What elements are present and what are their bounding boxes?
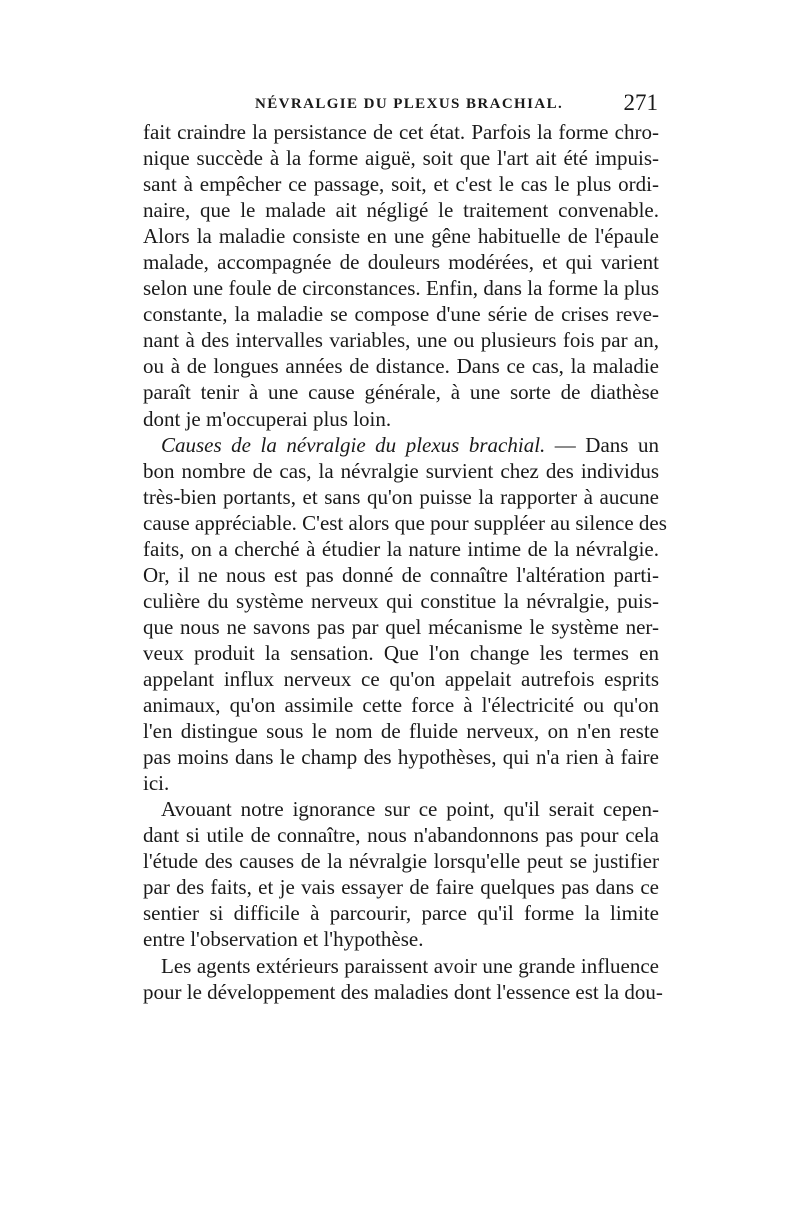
- body-text: [143, 119, 667, 1005]
- text-line: nique succède à la forme aiguë, soit que l'art ait été impuis-: [143, 146, 659, 171]
- text-line: appelant influx nerveux ce qu'on appelait autrefois esprits: [143, 666, 659, 691]
- text-line: très-bien portants, et sans qu'on puisse la rapporter à aucune: [143, 484, 659, 509]
- text-line: ou à de longues années de distance. Dans ce cas, la maladie: [143, 354, 659, 379]
- text-line: sant à empêcher ce passage, soit, et c'est le cas le plus ordi-: [143, 172, 659, 197]
- text-line: dont je m'occuperai plus loin.: [143, 406, 392, 431]
- text-line: nant à des intervalles variables, une ou plusieurs fois par an,: [143, 328, 659, 353]
- text-line: pas moins dans le champ des hypothèses, qui n'a rien à faire: [143, 745, 659, 770]
- text-line: fait craindre la persistance de cet état. Parfois la forme chro-: [143, 120, 659, 144]
- text-line: naire, que le malade ait négligé le traitement convenable.: [143, 198, 659, 223]
- text-line: dant si utile de connaître, nous n'abandonnons pas pour cela: [143, 823, 659, 848]
- text-line: pour le développement des maladies dont l'essence est la dou-: [143, 979, 663, 1004]
- text-line: Or, il ne nous est pas donné de connaître l'altération parti-: [143, 562, 659, 587]
- text-line: selon une foule de circonstances. Enfin, dans la forme la plus: [143, 276, 659, 301]
- text-line: cause appréciable. C'est alors que pour suppléer au silence des: [143, 510, 667, 535]
- paragraph-start-line: Les agents extérieurs paraissent avoir une grande influence: [161, 953, 659, 978]
- paragraph-start-line: Avouant notre ignorance sur ce point, qu'il serait cepen-: [161, 797, 659, 822]
- text-line: par des faits, et je vais essayer de faire quelques pas dans ce: [143, 875, 659, 900]
- text-line: paraît tenir à une cause générale, à une sorte de diathèse: [143, 380, 659, 405]
- text-line: que nous ne savons pas par quel mécanisme le système ner-: [143, 614, 659, 639]
- text-line: animaux, qu'on assimile cette force à l'électricité ou qu'on: [143, 693, 659, 718]
- text-line: faits, on a cherché à étudier la nature intime de la névralgie.: [143, 536, 659, 561]
- page-number: 271: [623, 90, 658, 115]
- text-line: constante, la maladie se compose d'une série de crises reve-: [143, 302, 659, 327]
- section-heading-continuation: — Dans un: [545, 432, 659, 457]
- section-heading-line: [143, 432, 659, 458]
- text-line: ici.: [143, 771, 170, 796]
- text-line: l'en distingue sous le nom de fluide nerveux, on n'en reste: [143, 719, 659, 744]
- text-line: culière du système nerveux qui constitue la névralgie, puis-: [143, 588, 659, 613]
- text-line: malade, accompagnée de douleurs modérées, et qui varient: [143, 250, 659, 275]
- running-title: NÉVRALGIE DU PLEXUS BRACHIAL.: [255, 96, 564, 112]
- text-line: sentier si difficile à parcourir, parce qu'il forme la limite: [143, 901, 659, 926]
- running-head: [140, 90, 660, 122]
- section-heading: Causes de la névralgie du plexus brachial.: [161, 432, 546, 457]
- text-line: l'étude des causes de la névralgie lorsqu'elle peut se justifier: [143, 849, 659, 874]
- text-line: bon nombre de cas, la névralgie survient chez des individus: [143, 458, 659, 483]
- text-line: Alors la maladie consiste en une gêne habituelle de l'épaule: [143, 224, 659, 249]
- text-line: veux produit la sensation. Que l'on change les termes en: [143, 640, 659, 665]
- text-line: entre l'observation et l'hypothèse.: [143, 927, 424, 952]
